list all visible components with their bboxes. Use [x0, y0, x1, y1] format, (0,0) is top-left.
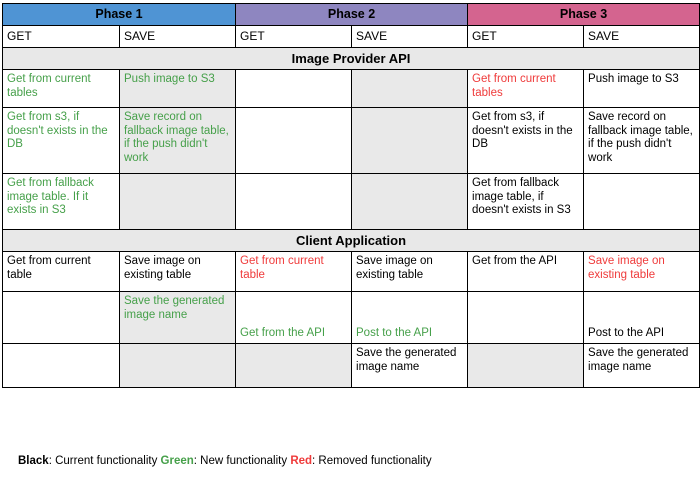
cell-client-3-3 — [236, 344, 352, 388]
cell-provider-2-3 — [236, 108, 352, 174]
cell-provider-3-2 — [120, 174, 236, 230]
cell-provider-3-5: Get from fallback image table, if doesn't exists in S3 — [468, 174, 584, 230]
section-title-provider: Image Provider API — [3, 48, 700, 70]
cell-client-2-4: Post to the API — [352, 292, 468, 344]
table-row — [3, 344, 700, 388]
diagram-root — [0, 3, 700, 478]
legend-black-value: : Current functionality — [48, 455, 161, 467]
legend — [18, 454, 432, 468]
table-row — [3, 70, 700, 108]
cell-client-2-5 — [468, 292, 584, 344]
cell-client-1-4: Save image on existing table — [352, 252, 468, 292]
legend-red-key: Red — [290, 455, 313, 467]
cell-client-2-1 — [3, 292, 120, 344]
cell-client-1-3: Get from current table — [236, 252, 352, 292]
cell-client-3-6: Save the generated image name — [584, 344, 700, 388]
cell-provider-1-1: Get from current tables — [3, 70, 120, 108]
cell-client-3-2 — [120, 344, 236, 388]
cell-provider-3-4 — [352, 174, 468, 230]
cell-provider-2-2: Save record on fallback image table, if the push didn't work — [120, 108, 236, 174]
column-header-row — [3, 26, 700, 48]
cell-provider-3-1: Get from fallback image table. If it exists in S3 — [3, 174, 120, 230]
phase-header-2: Phase 2 — [236, 4, 468, 26]
cell-provider-2-4 — [352, 108, 468, 174]
column-header-save-3: SAVE — [584, 26, 700, 48]
cell-provider-1-2: Push image to S3 — [120, 70, 236, 108]
column-header-get-2: GET — [236, 26, 352, 48]
cell-client-1-5: Get from the API — [468, 252, 584, 292]
cell-client-2-6: Post to the API — [584, 292, 700, 344]
cell-client-3-5 — [468, 344, 584, 388]
column-header-save-2: SAVE — [352, 26, 468, 48]
cell-provider-3-6 — [584, 174, 700, 230]
column-header-get-1: GET — [3, 26, 120, 48]
section-title-client: Client Application — [3, 230, 700, 252]
legend-green-value: : New functionality — [193, 455, 291, 467]
cell-provider-2-6: Save record on fallback image table, if the push didn't work — [584, 108, 700, 174]
cell-client-1-1: Get from current table — [3, 252, 120, 292]
column-header-get-3: GET — [468, 26, 584, 48]
cell-client-2-2: Save the generated image name — [120, 292, 236, 344]
cell-client-1-2: Save image on existing table — [120, 252, 236, 292]
legend-green-key: Green — [160, 455, 194, 467]
cell-client-3-1 — [3, 344, 120, 388]
cell-provider-1-4 — [352, 70, 468, 108]
phase-header-1: Phase 1 — [3, 4, 236, 26]
legend-red-value: : Removed functionality — [312, 455, 432, 467]
cell-provider-3-3 — [236, 174, 352, 230]
cell-provider-2-1: Get from s3, if doesn't exists in the DB — [3, 108, 120, 174]
column-header-save-1: SAVE — [120, 26, 236, 48]
section-banner-client — [3, 230, 700, 252]
cell-client-3-4: Save the generated image name — [352, 344, 468, 388]
legend-black-key: Black — [18, 455, 49, 467]
table-row — [3, 108, 700, 174]
phase-matrix — [2, 3, 700, 388]
cell-provider-1-5: Get from current tables — [468, 70, 584, 108]
cell-provider-2-5: Get from s3, if doesn't exists in the DB — [468, 108, 584, 174]
section-banner-provider — [3, 48, 700, 70]
phase-header-row — [3, 4, 700, 26]
cell-client-1-6: Save image on existing table — [584, 252, 700, 292]
table-row — [3, 292, 700, 344]
cell-provider-1-6: Push image to S3 — [584, 70, 700, 108]
phase-header-3: Phase 3 — [468, 4, 700, 26]
table-row — [3, 174, 700, 230]
cell-client-2-3: Get from the API — [236, 292, 352, 344]
table-row — [3, 252, 700, 292]
cell-provider-1-3 — [236, 70, 352, 108]
